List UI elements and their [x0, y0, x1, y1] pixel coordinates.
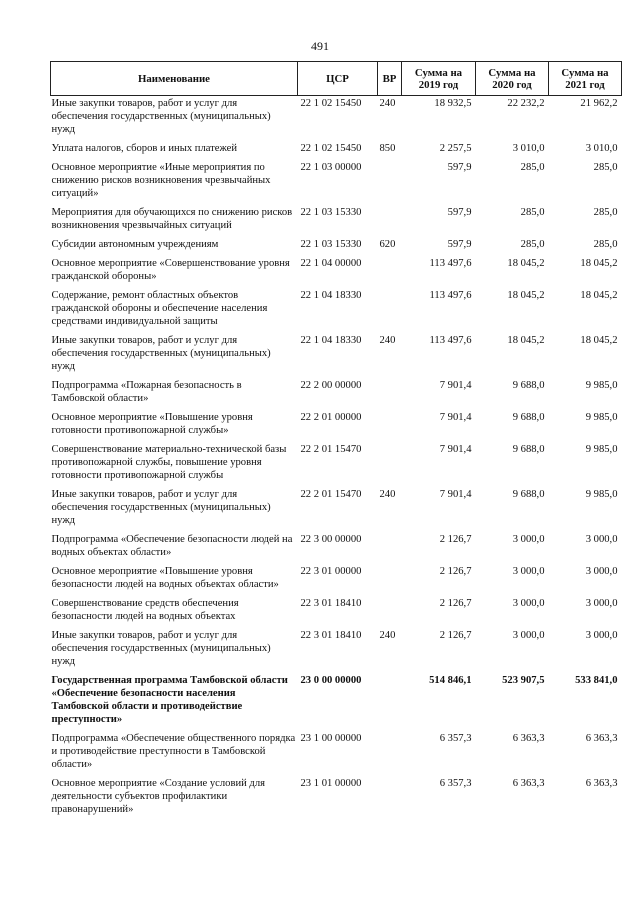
table-header	[51, 62, 622, 96]
header-sum-2020: Сумма на 2020 год	[476, 62, 549, 96]
row-csr: 23 0 00 00000	[300, 675, 362, 686]
row-csr: 22 1 02 15450	[300, 98, 362, 109]
row-csr: 22 1 03 00000	[300, 162, 362, 173]
row-vr	[378, 776, 402, 821]
row-sum-2020: 3 010,0	[512, 143, 545, 154]
table-row	[51, 160, 622, 205]
table-row	[51, 256, 622, 288]
row-vr	[378, 532, 402, 564]
row-name: Основное мероприятие «Повышение уровня готовности противопожарной службы»	[51, 412, 253, 436]
table-row	[51, 487, 622, 532]
row-name: Иные закупки товаров, работ и услуг для обеспечения государственных (муниципальных) нужд	[51, 489, 271, 526]
row-sum-2020: 285,0	[520, 239, 545, 250]
row-sum-2020: 9 688,0	[512, 380, 545, 391]
row-sum-2019: 7 901,4	[439, 489, 472, 500]
row-sum-2019: 2 126,7	[439, 598, 472, 609]
row-vr: 620	[379, 239, 396, 250]
row-name: Содержание, ремонт областных объектов гражданской обороны и обеспечение населения средствами индивидуальной защиты	[51, 290, 268, 327]
row-sum-2020: 18 045,2	[507, 335, 545, 346]
row-csr: 22 2 01 15470	[300, 489, 362, 500]
table-row	[51, 141, 622, 160]
row-sum-2021: 285,0	[593, 239, 618, 250]
table-row	[51, 596, 622, 628]
header-name: Наименование	[51, 62, 298, 96]
table-row	[51, 205, 622, 237]
table-row	[51, 776, 622, 821]
row-csr: 22 2 01 15470	[300, 444, 362, 455]
row-vr	[378, 596, 402, 628]
row-csr: 22 3 01 18410	[300, 630, 362, 641]
row-sum-2019: 597,9	[447, 207, 472, 218]
row-sum-2019: 2 126,7	[439, 566, 472, 577]
row-vr	[378, 564, 402, 596]
row-sum-2020: 9 688,0	[512, 444, 545, 455]
row-sum-2019: 113 497,6	[429, 290, 472, 301]
table-row	[51, 410, 622, 442]
table-row	[51, 378, 622, 410]
row-name: Иные закупки товаров, работ и услуг для обеспечения государственных (муниципальных) нужд	[51, 98, 271, 135]
row-sum-2020: 6 363,3	[512, 733, 545, 744]
row-name: Государственная программа Тамбовской области «Обеспечение безопасности населения Тамбовской области и противодействие преступности»	[51, 675, 288, 725]
table-row	[51, 628, 622, 673]
row-name: Иные закупки товаров, работ и услуг для обеспечения государственных (муниципальных) нужд	[51, 630, 271, 667]
row-sum-2020: 285,0	[520, 207, 545, 218]
row-name: Основное мероприятие «Создание условий для деятельности субъектов профилактики правонарушений»	[51, 778, 265, 815]
row-csr: 22 3 00 00000	[300, 534, 362, 545]
row-name: Основное мероприятие «Совершенствование уровня гражданской обороны»	[51, 258, 290, 282]
row-sum-2020: 18 045,2	[507, 258, 545, 269]
header-sum-2021: Сумма на 2021 год	[549, 62, 622, 96]
row-vr	[378, 378, 402, 410]
row-vr	[378, 410, 402, 442]
row-sum-2021: 6 363,3	[585, 778, 618, 789]
row-vr: 240	[379, 335, 396, 346]
row-sum-2019: 2 257,5	[439, 143, 472, 154]
row-csr: 22 2 00 00000	[300, 380, 362, 391]
row-sum-2021: 3 000,0	[585, 630, 618, 641]
row-sum-2021: 3 000,0	[585, 534, 618, 545]
row-sum-2020: 6 363,3	[512, 778, 545, 789]
row-name: Иные закупки товаров, работ и услуг для обеспечения государственных (муниципальных) нужд	[51, 335, 271, 372]
row-csr: 23 1 01 00000	[300, 778, 362, 789]
row-csr: 22 1 03 15330	[300, 239, 362, 250]
row-vr: 850	[379, 143, 396, 154]
row-sum-2019: 113 497,6	[429, 335, 472, 346]
row-name: Основное мероприятие «Повышение уровня безопасности людей на водных объектах области»	[51, 566, 279, 590]
table-row	[51, 564, 622, 596]
table-row	[51, 731, 622, 776]
row-sum-2019: 597,9	[447, 239, 472, 250]
row-vr	[378, 442, 402, 487]
row-name: Подпрограмма «Обеспечение общественного порядка и противодействие преступности в Тамбовской области»	[51, 733, 296, 770]
row-sum-2021: 3 000,0	[585, 598, 618, 609]
row-sum-2019: 514 846,1	[429, 675, 472, 686]
row-vr	[378, 256, 402, 288]
row-sum-2021: 6 363,3	[585, 733, 618, 744]
row-sum-2021: 9 985,0	[585, 412, 618, 423]
row-csr: 23 1 00 00000	[300, 733, 362, 744]
row-sum-2019: 2 126,7	[439, 534, 472, 545]
row-name: Подпрограмма «Обеспечение безопасности людей на водных объектах области»	[51, 534, 293, 558]
row-sum-2019: 7 901,4	[439, 444, 472, 455]
header-csr: ЦСР	[298, 62, 378, 96]
row-sum-2019: 113 497,6	[429, 258, 472, 269]
row-vr	[378, 205, 402, 237]
row-vr: 240	[379, 98, 396, 109]
row-csr: 22 1 04 18330	[300, 290, 362, 301]
row-name: Мероприятия для обучающихся по снижению рисков возникновения чрезвычайных ситуаций	[51, 207, 293, 231]
row-sum-2020: 3 000,0	[512, 630, 545, 641]
row-sum-2019: 7 901,4	[439, 380, 472, 391]
row-sum-2021: 21 962,2	[580, 98, 618, 109]
row-sum-2020: 18 045,2	[507, 290, 545, 301]
row-sum-2021: 285,0	[593, 162, 618, 173]
row-csr: 22 1 04 18330	[300, 335, 362, 346]
table-row	[51, 96, 622, 142]
row-name: Субсидии автономным учреждениям	[51, 239, 219, 250]
row-vr: 240	[379, 630, 396, 641]
row-sum-2021: 9 985,0	[585, 489, 618, 500]
row-csr: 22 1 02 15450	[300, 143, 362, 154]
header-vr: ВР	[378, 62, 402, 96]
row-sum-2021: 285,0	[593, 207, 618, 218]
row-vr	[378, 673, 402, 731]
row-csr: 22 2 01 00000	[300, 412, 362, 423]
row-sum-2019: 597,9	[447, 162, 472, 173]
row-sum-2019: 18 932,5	[434, 98, 472, 109]
row-sum-2020: 285,0	[520, 162, 545, 173]
row-vr	[378, 160, 402, 205]
row-sum-2021: 533 841,0	[575, 675, 618, 686]
page-number: 491	[311, 39, 329, 53]
row-csr: 22 3 01 00000	[300, 566, 362, 577]
row-sum-2020: 9 688,0	[512, 412, 545, 423]
table-body	[51, 96, 622, 822]
row-csr: 22 1 04 00000	[300, 258, 362, 269]
row-sum-2020: 3 000,0	[512, 566, 545, 577]
row-sum-2019: 2 126,7	[439, 630, 472, 641]
row-name: Подпрограмма «Пожарная безопасность в Тамбовской области»	[51, 380, 242, 404]
table-row	[51, 442, 622, 487]
row-sum-2020: 523 907,5	[502, 675, 545, 686]
row-sum-2020: 3 000,0	[512, 598, 545, 609]
row-csr: 22 3 01 18410	[300, 598, 362, 609]
table-row	[51, 237, 622, 256]
table-row	[51, 673, 622, 731]
row-name: Совершенствование материально-технической базы противопожарной службы, повышение уровня готовности противопожарной службы	[51, 444, 287, 481]
row-csr: 22 1 03 15330	[300, 207, 362, 218]
table-row	[51, 333, 622, 378]
row-sum-2019: 7 901,4	[439, 412, 472, 423]
row-sum-2021: 18 045,2	[580, 290, 618, 301]
budget-table	[50, 61, 622, 821]
row-sum-2019: 6 357,3	[439, 733, 472, 744]
row-sum-2020: 22 232,2	[507, 98, 545, 109]
row-vr	[378, 288, 402, 333]
row-vr: 240	[379, 489, 396, 500]
row-sum-2021: 18 045,2	[580, 258, 618, 269]
row-sum-2021: 9 985,0	[585, 380, 618, 391]
row-sum-2021: 3 000,0	[585, 566, 618, 577]
row-sum-2019: 6 357,3	[439, 778, 472, 789]
table-row	[51, 532, 622, 564]
row-sum-2021: 18 045,2	[580, 335, 618, 346]
row-sum-2020: 9 688,0	[512, 489, 545, 500]
row-vr	[378, 731, 402, 776]
row-sum-2021: 9 985,0	[585, 444, 618, 455]
row-name: Уплата налогов, сборов и иных платежей	[51, 143, 238, 154]
row-name: Совершенствование средств обеспечения безопасности людей на водных объектах	[51, 598, 239, 622]
table-row	[51, 288, 622, 333]
row-sum-2020: 3 000,0	[512, 534, 545, 545]
header-sum-2019: Сумма на 2019 год	[402, 62, 476, 96]
row-name: Основное мероприятие «Иные мероприятия по снижению рисков возникновения чрезвычайных ситуаций»	[51, 162, 271, 199]
row-sum-2021: 3 010,0	[585, 143, 618, 154]
